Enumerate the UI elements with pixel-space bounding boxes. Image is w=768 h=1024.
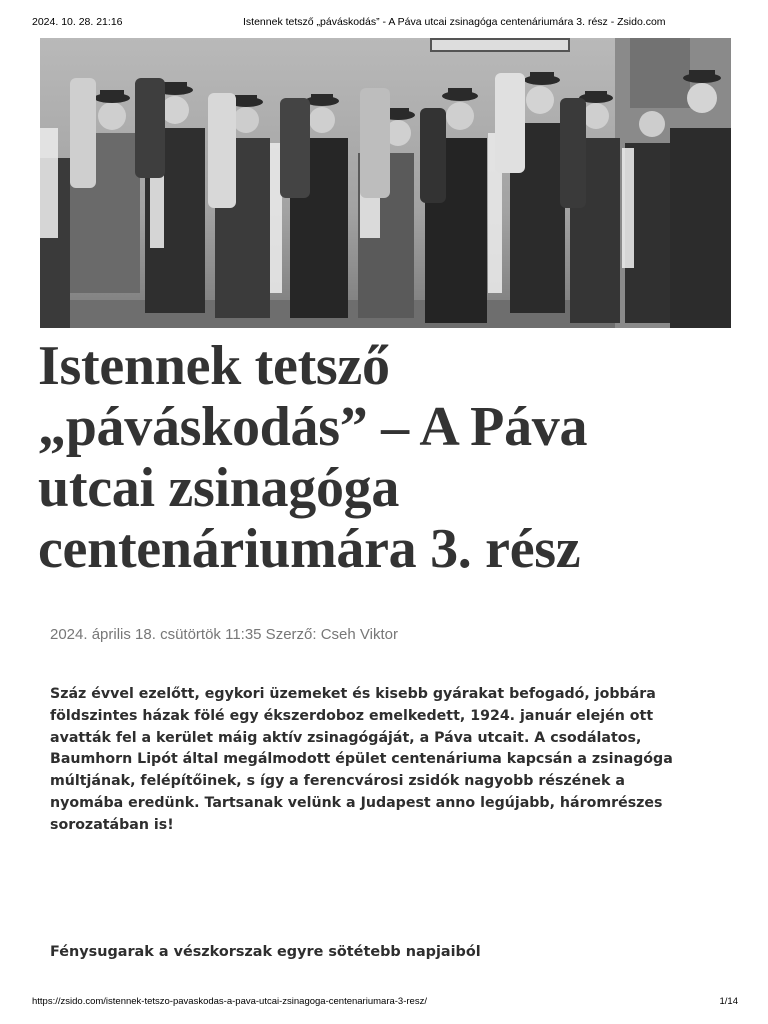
- print-datetime: 2024. 10. 28. 21:16: [32, 16, 123, 28]
- lead-line: nyomába eredünk. Tartsanak velünk a Judapest anno legújabb, háromrészes: [50, 794, 663, 811]
- article-meta: 2024. április 18. csütörtök 11:35 Szerző: Cseh Viktor: [50, 626, 398, 643]
- article-photo: [40, 38, 731, 328]
- article-headline: [38, 336, 738, 580]
- headline-line: „páváskodás” – A Páva: [38, 396, 588, 458]
- headline-line: utcai zsinagóga: [38, 457, 400, 519]
- lead-line: Baumhorn Lipót által megálmodott épület centenáriuma kapcsán a zsinagóga: [50, 751, 673, 768]
- lead-line: Száz évvel ezelőtt, egykori üzemeket és kisebb gyárakat befogadó, jobbára: [50, 686, 656, 702]
- lead-line: avatták fel a kerület máig aktív zsinagógáját, a Páva utcait. A csodálatos,: [50, 729, 642, 746]
- print-footer: [0, 996, 768, 1010]
- lead-line: sorozatában is!: [50, 816, 174, 833]
- headline-line: centenáriumára 3. rész: [38, 518, 581, 580]
- print-page-title: Istennek tetsző „páváskodás” - A Páva utcai zsinagóga centenáriumára 3. rész - Zsido.com: [243, 16, 666, 28]
- page-number: 1/14: [719, 996, 738, 1007]
- print-header: [0, 16, 768, 30]
- lead-line: múltjának, felépítőinek, s így a ferencvárosi zsidók nagyobb részének a: [50, 773, 625, 790]
- section-subheading: Fénysugarak a vészkorszak egyre sötétebb napjaiból: [50, 943, 481, 960]
- print-url: https://zsido.com/istennek-tetszo-pavaskodas-a-pava-utcai-zsinagoga-centenariumara-3-resz/: [32, 996, 427, 1007]
- article-lead: [50, 684, 740, 837]
- headline-line: Istennek tetsző: [38, 335, 390, 397]
- lead-line: földszintes házak fölé egy ékszerdoboz emelkedett, 1924. január elején ott: [50, 707, 654, 724]
